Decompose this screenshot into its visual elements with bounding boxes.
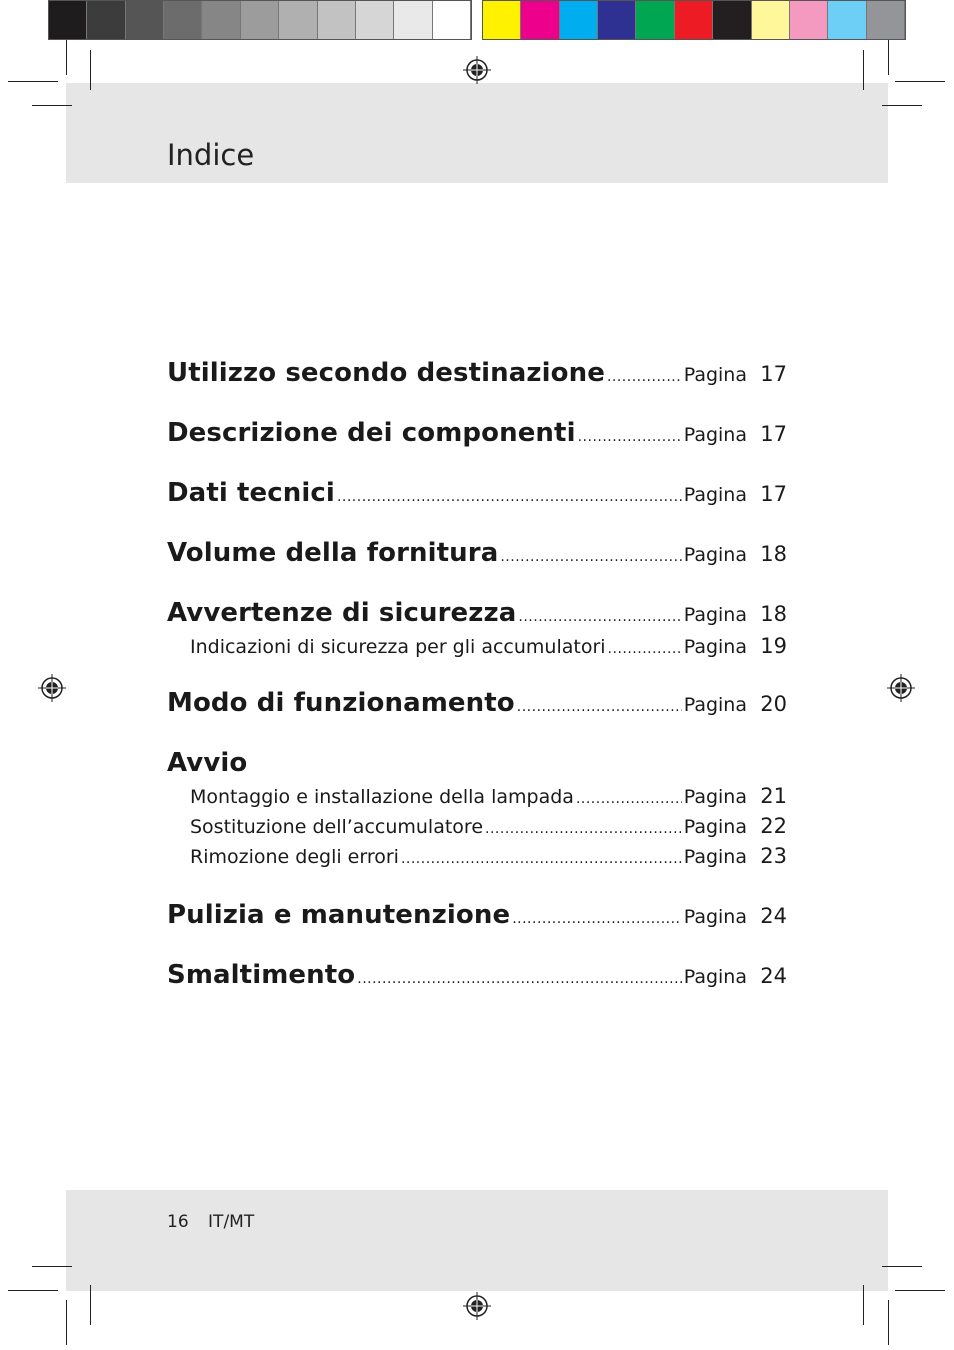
- toc-entry-title: Modo di funzionamento: [167, 688, 515, 718]
- toc-subentry: [190, 784, 787, 808]
- toc-leader-dots: [576, 791, 682, 807]
- toc-subentry: [190, 634, 787, 658]
- color-swatch: [713, 1, 751, 39]
- grayscale-color-bar: [48, 0, 472, 40]
- toc-entry-title: Rimozione degli errori: [190, 846, 399, 868]
- color-swatch: [636, 1, 674, 39]
- color-swatch: [521, 1, 559, 39]
- crop-mark: [882, 1266, 922, 1267]
- crop-mark: [32, 105, 72, 106]
- toc-page-number: 18: [760, 542, 787, 566]
- toc-entry-title: Pulizia e manutenzione: [167, 900, 511, 930]
- toc-entry: [167, 748, 787, 778]
- color-swatch: [483, 1, 521, 39]
- toc-page-label: Pagina: [683, 484, 747, 506]
- toc-subentry: [190, 844, 787, 868]
- toc-leader-dots: [517, 699, 682, 715]
- toc-page-number: 17: [760, 482, 787, 506]
- toc-page-label: Pagina: [683, 786, 747, 808]
- color-swatch: [752, 1, 790, 39]
- crop-mark: [895, 81, 945, 82]
- toc-page-label: Pagina: [683, 636, 747, 658]
- toc-entry-title: Avvio: [167, 748, 248, 778]
- crop-mark: [888, 1300, 889, 1345]
- toc-page-number: 21: [760, 784, 787, 808]
- page-title: Indice: [167, 138, 255, 172]
- toc-entry-title: Smaltimento: [167, 960, 356, 990]
- toc-entry-title: Montaggio e installazione della lampada: [190, 786, 574, 808]
- footer-band: [66, 1190, 888, 1291]
- footer-locale: IT/MT: [208, 1212, 255, 1232]
- crop-mark: [863, 1285, 864, 1325]
- toc-page-label: Pagina: [683, 966, 747, 988]
- toc-leader-dots: [607, 369, 682, 385]
- color-swatch: [867, 1, 905, 39]
- toc-entry: [167, 900, 787, 930]
- toc-page-number: 20: [760, 692, 787, 716]
- toc-page-number: 23: [760, 844, 787, 868]
- footer-page-number: 16: [167, 1212, 189, 1232]
- color-swatch: [675, 1, 713, 39]
- process-color-bar: [482, 0, 906, 40]
- gray-swatch: [279, 1, 317, 39]
- color-swatch: [598, 1, 636, 39]
- toc-page-label: Pagina: [683, 544, 747, 566]
- toc-leader-dots: [357, 971, 681, 987]
- crop-mark: [8, 81, 58, 82]
- toc-page-label: Pagina: [683, 424, 747, 446]
- toc-page-number: 22: [760, 814, 787, 838]
- toc-leader-dots: [485, 821, 682, 837]
- toc-page-number: 18: [760, 602, 787, 626]
- toc-page-label: Pagina: [683, 694, 747, 716]
- crop-mark: [888, 40, 889, 75]
- gray-swatch: [202, 1, 240, 39]
- toc-leader-dots: [500, 549, 681, 565]
- gray-swatch: [433, 1, 471, 39]
- toc-subentry: [190, 814, 787, 838]
- toc-page-label: Pagina: [683, 364, 747, 386]
- toc-entry-title: Descrizione dei componenti: [167, 418, 576, 448]
- gray-swatch: [356, 1, 394, 39]
- color-swatch: [790, 1, 828, 39]
- crop-mark: [895, 1290, 945, 1291]
- crop-mark: [90, 1285, 91, 1325]
- toc-entry-title: Dati tecnici: [167, 478, 335, 508]
- crop-mark: [66, 40, 67, 75]
- toc-entry-title: Sostituzione dell’accumulatore: [190, 816, 484, 838]
- gray-swatch: [318, 1, 356, 39]
- color-swatch: [828, 1, 866, 39]
- toc-entry-title: Indicazioni di sicurezza per gli accumulatori: [190, 636, 606, 658]
- toc-page-number: 24: [760, 904, 787, 928]
- toc-entry: [167, 960, 787, 990]
- toc-entry: [167, 688, 787, 718]
- gray-swatch: [241, 1, 279, 39]
- registration-mark-icon: [462, 55, 492, 85]
- toc-page-number: 17: [760, 362, 787, 386]
- toc-page-number: 17: [760, 422, 787, 446]
- toc-page-number: 24: [760, 964, 787, 988]
- registration-mark-icon: [462, 1291, 492, 1321]
- toc-entry-title: Utilizzo secondo destinazione: [167, 358, 605, 388]
- toc-entry-title: Avvertenze di sicurezza: [167, 598, 517, 628]
- crop-mark: [863, 50, 864, 90]
- gray-swatch: [87, 1, 125, 39]
- toc-page-label: Pagina: [683, 906, 747, 928]
- toc-page-number: 19: [760, 634, 787, 658]
- crop-mark: [882, 105, 922, 106]
- toc-leader-dots: [518, 609, 681, 625]
- gray-swatch: [49, 1, 87, 39]
- crop-mark: [66, 1300, 67, 1345]
- crop-mark: [90, 50, 91, 90]
- gray-swatch: [394, 1, 432, 39]
- gray-swatch: [164, 1, 202, 39]
- toc-entry: [167, 478, 787, 508]
- toc-entry: [167, 358, 787, 388]
- footer: [167, 1212, 268, 1232]
- color-swatch: [560, 1, 598, 39]
- crop-mark: [32, 1266, 72, 1267]
- registration-mark-icon: [37, 673, 67, 703]
- toc-leader-dots: [578, 429, 682, 445]
- toc-entry-title: Volume della fornitura: [167, 538, 499, 568]
- toc-entry: [167, 418, 787, 448]
- toc-leader-dots: [337, 489, 682, 505]
- toc-entry: [167, 598, 787, 628]
- toc-leader-dots: [512, 911, 682, 927]
- toc-leader-dots: [401, 851, 682, 867]
- gray-swatch: [126, 1, 164, 39]
- registration-mark-icon: [886, 673, 916, 703]
- toc-page-label: Pagina: [683, 604, 747, 626]
- toc-page-label: Pagina: [683, 846, 747, 868]
- toc-entry: [167, 538, 787, 568]
- crop-mark: [8, 1290, 58, 1291]
- toc-page-label: Pagina: [683, 816, 747, 838]
- toc-leader-dots: [608, 641, 682, 657]
